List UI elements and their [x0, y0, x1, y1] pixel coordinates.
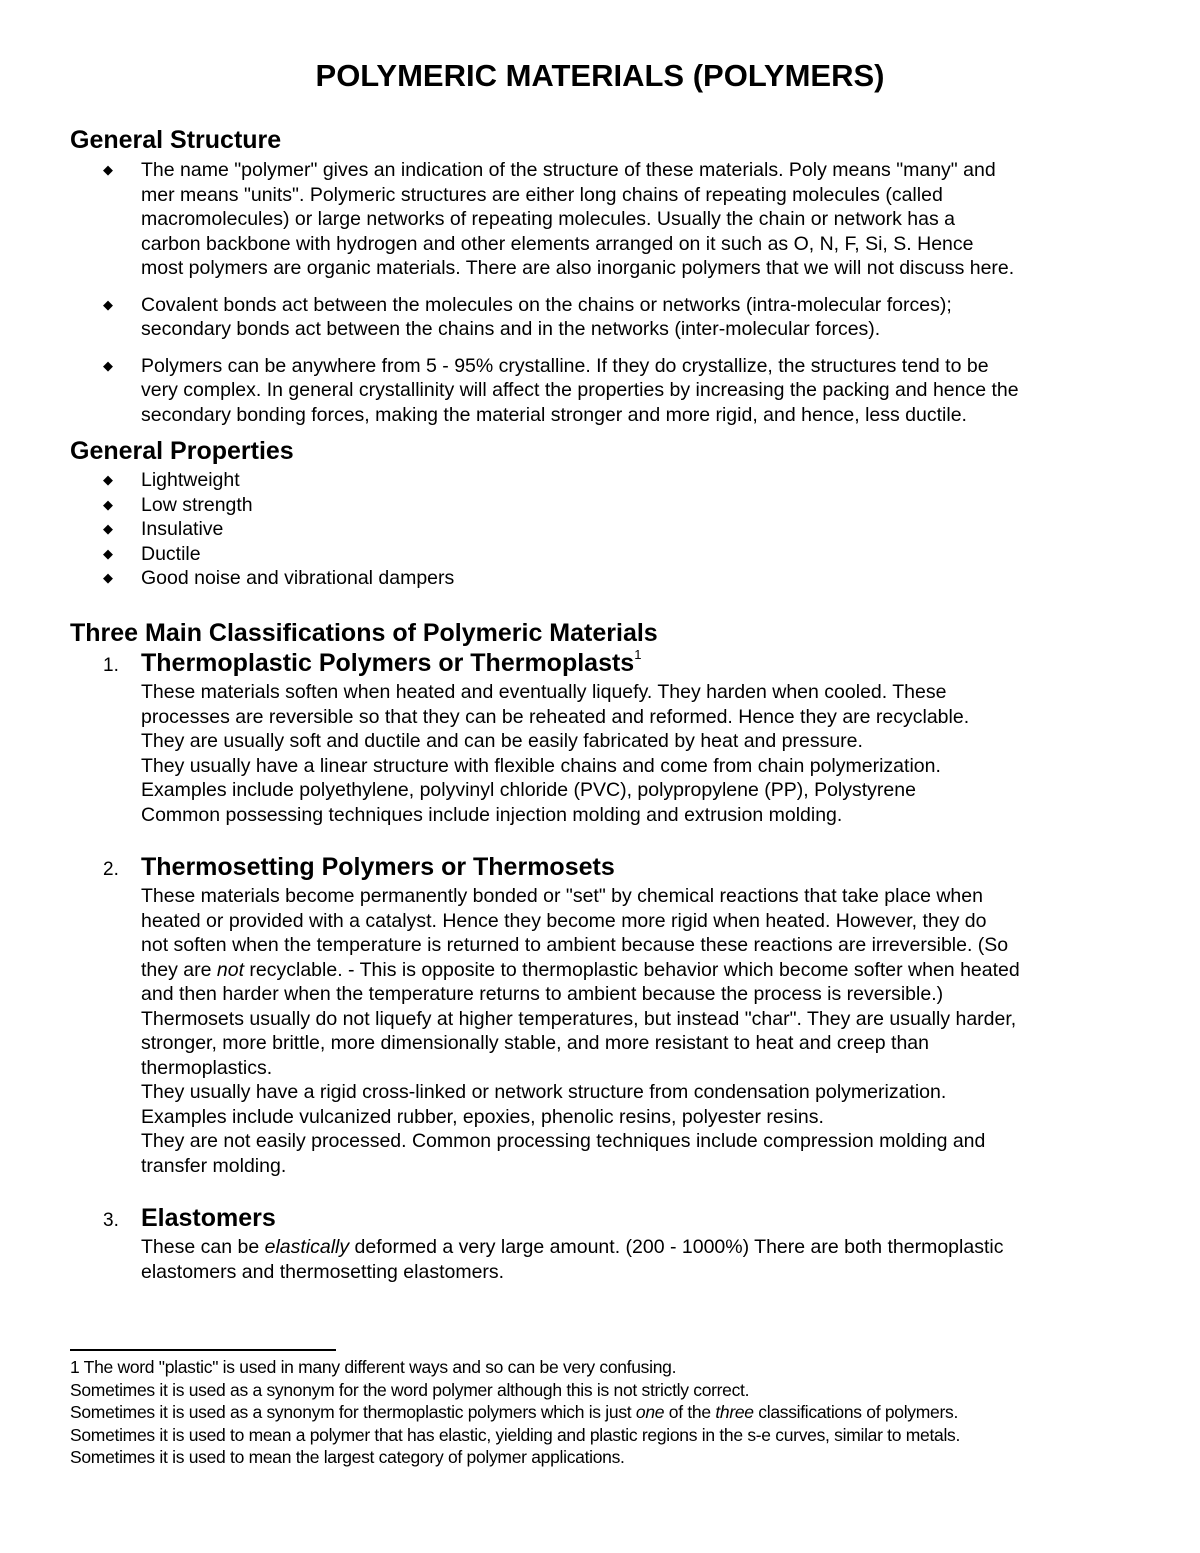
text-line: and then harder when the temperature returns to ambient because the process is reversible.)	[141, 983, 944, 1005]
section-heading-thermoplastics	[103, 649, 641, 678]
emphasis-text: not	[216, 958, 244, 981]
section-title: Elastomers	[141, 1204, 276, 1232]
text-line: thermoplastics.	[141, 1056, 273, 1079]
text-line: Examples include polyethylene, polyvinyl chloride (PVC), polypropylene (PP), Polystyrene	[141, 779, 916, 801]
text-fragment: they are	[141, 958, 217, 981]
section-title: Thermosetting Polymers or Thermosets	[141, 853, 615, 881]
text-line: They are usually soft and ductile and can be easily fabricated by heat and pressure.	[141, 730, 863, 752]
text-line: elastomers and thermosetting elastomers.	[141, 1260, 505, 1283]
list-item	[103, 158, 1163, 281]
property-label: Insulative	[141, 518, 224, 540]
text-line: most polymers are organic materials. There are also inorganic polymers that we will not discuss here.	[141, 257, 1015, 279]
thermosets-text	[141, 884, 1151, 1178]
section-number: 3.	[103, 1210, 119, 1231]
text-line: very complex. In general crystallinity will affect the properties by increasing the packing and hence the	[141, 379, 1019, 401]
text-line: They usually have a linear structure with flexible chains and come from chain polymerization.	[141, 754, 941, 777]
general-properties-list	[103, 468, 1163, 591]
property-label: Good noise and vibrational dampers	[141, 567, 455, 589]
diamond-bullet-icon: ◆	[103, 472, 113, 487]
footnote-line: Sometimes it is used to mean a polymer that has elastic, yielding and plastic regions in the s-e curves, similar to metals.	[70, 1424, 961, 1445]
text-line: secondary bonds act between the chains and in the networks (inter-molecular forces).	[141, 318, 881, 340]
text-line	[141, 1235, 1151, 1260]
footnote-line	[70, 1401, 1150, 1424]
text-line: processes are reversible so that they can be reheated and reformed. Hence they are recyclable.	[141, 705, 970, 728]
list-item	[103, 566, 1163, 591]
property-label: Ductile	[141, 542, 201, 565]
footnote-line: Sometimes it is used as a synonym for the word polymer although this is not strictly correct.	[70, 1379, 750, 1400]
text-line: They usually have a rigid cross-linked or network structure from condensation polymerization.	[141, 1081, 947, 1103]
general-properties-heading: General Properties	[70, 437, 294, 465]
text-line: Common possessing techniques include injection molding and extrusion molding.	[141, 803, 843, 826]
classifications-heading: Three Main Classifications of Polymeric Materials	[70, 619, 658, 647]
section-heading-elastomers	[103, 1204, 276, 1233]
footnote-separator	[70, 1349, 336, 1351]
text-line: heated or provided with a catalyst. Hence they become more rigid when heated. However, they do	[141, 909, 987, 932]
footnote-reference: 1	[634, 647, 642, 662]
text-line: The name "polymer" gives an indication of the structure of these materials. Poly means "many" and	[141, 159, 996, 181]
list-item	[103, 542, 1163, 567]
diamond-bullet-icon: ◆	[103, 496, 113, 512]
text-line: not soften when the temperature is returned to ambient because these reactions are irreversible. (So	[141, 934, 1009, 956]
text-line: Covalent bonds act between the molecules on the chains or networks (intra-molecular forces);	[141, 293, 952, 316]
diamond-bullet-icon: ◆	[103, 570, 113, 585]
diamond-bullet-icon: ◆	[103, 521, 113, 536]
diamond-bullet-icon: ◆	[103, 296, 113, 312]
property-label: Lightweight	[141, 469, 240, 491]
text-line: stronger, more brittle, more dimensionally stable, and more resistant to heat and creep than	[141, 1032, 929, 1054]
diamond-bullet-icon: ◆	[103, 162, 113, 177]
text-fragment: classifications of polymers.	[753, 1402, 959, 1422]
footnote	[70, 1356, 1150, 1469]
text-line: Polymers can be anywhere from 5 - 95% crystalline. If they do crystallize, the structures tend to be	[141, 354, 989, 377]
list-item	[103, 354, 1163, 428]
section-heading-thermosets	[103, 853, 615, 882]
elastomers-text	[141, 1235, 1151, 1284]
text-fragment: deformed a very large amount. (200 - 1000%) There are both thermoplastic	[349, 1236, 1004, 1258]
text-line: secondary bonding forces, making the material stronger and more rigid, and hence, less ductile.	[141, 403, 967, 426]
text-fragment: These can be	[141, 1236, 265, 1258]
thermoplastics-text	[141, 680, 1151, 827]
list-item	[103, 468, 1163, 493]
section-number: 2.	[103, 859, 119, 880]
text-line: They are not easily processed. Common processing techniques include compression molding and	[141, 1130, 986, 1152]
text-line: These materials become permanently bonded or "set" by chemical reactions that take place when	[141, 885, 983, 907]
text-line	[141, 958, 1151, 983]
section-title: Thermoplastic Polymers or Thermoplasts	[141, 649, 635, 677]
text-line: carbon backbone with hydrogen and other elements arranged on it such as O, N, F, Si, S. Hence	[141, 232, 974, 255]
footnote-line: 1 The word "plastic" is used in many different ways and so can be very confusing.	[70, 1357, 677, 1377]
text-fragment: of the	[664, 1402, 716, 1422]
text-line: transfer molding.	[141, 1154, 287, 1177]
list-item	[103, 493, 1163, 518]
text-fragment: Sometimes it is used as a synonym for thermoplastic polymers which is just	[70, 1402, 636, 1422]
text-line: macromolecules) or large networks of repeating molecules. Usually the chain or network has a	[141, 208, 955, 230]
property-label: Low strength	[141, 493, 253, 516]
general-structure-list	[103, 158, 1163, 427]
emphasis-text: one	[635, 1402, 665, 1422]
text-line: Thermosets usually do not liquefy at higher temperatures, but instead "char". They are usually harder,	[141, 1007, 1017, 1030]
general-structure-heading: General Structure	[70, 126, 282, 154]
text-line: mer means "units". Polymeric structures are either long chains of repeating molecules (called	[141, 183, 943, 206]
list-item	[103, 293, 1163, 342]
text-line: Examples include vulcanized rubber, epoxies, phenolic resins, polyester resins.	[141, 1105, 824, 1128]
diamond-bullet-icon: ◆	[103, 545, 113, 561]
page-title: POLYMERIC MATERIALS (POLYMERS)	[315, 58, 885, 93]
section-number: 1.	[103, 655, 119, 676]
list-item	[103, 517, 1163, 542]
text-fragment: recyclable. - This is opposite to thermoplastic behavior which become softer when heated	[244, 958, 1020, 981]
emphasis-text: three	[715, 1402, 754, 1422]
text-line: These materials soften when heated and eventually liquefy. They harden when cooled. These	[141, 681, 947, 703]
footnote-line: Sometimes it is used to mean the largest category of polymer applications.	[70, 1447, 625, 1467]
diamond-bullet-icon: ◆	[103, 357, 113, 373]
emphasis-text: elastically	[264, 1236, 350, 1258]
